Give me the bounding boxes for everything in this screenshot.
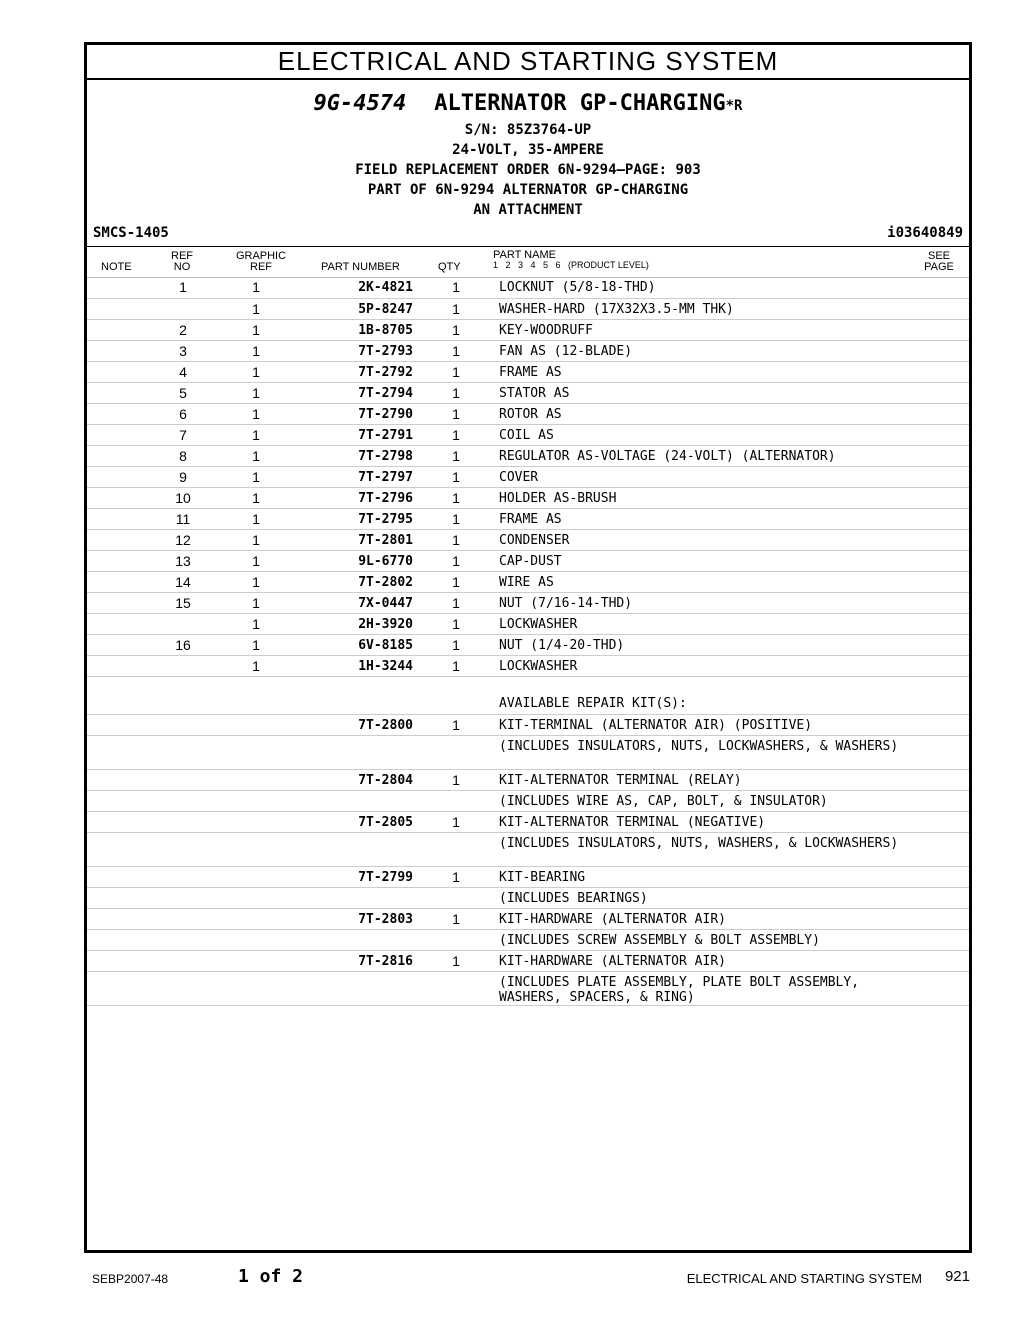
table-row xyxy=(87,445,969,466)
row-see-page xyxy=(909,445,969,466)
col-qty: QTY xyxy=(438,261,461,273)
row-ref-no: 2 xyxy=(147,319,219,340)
row-see-page xyxy=(909,714,969,735)
row-graphic-ref xyxy=(219,769,293,790)
row-note xyxy=(87,832,147,866)
row-graphic-ref: 1 xyxy=(219,508,293,529)
row-see-page xyxy=(909,769,969,790)
row-ref-no: 9 xyxy=(147,466,219,487)
footer-section: ELECTRICAL AND STARTING SYSTEM xyxy=(686,1271,922,1286)
title-suffix: *R xyxy=(725,98,743,114)
row-part-number: 7T-2795 xyxy=(293,508,413,529)
row-part-name: FAN AS (12-BLADE) xyxy=(499,340,909,361)
row-qty: 1 xyxy=(413,361,499,382)
row-part-name: NUT (1/4-20-THD) xyxy=(499,634,909,655)
row-see-page xyxy=(909,887,969,908)
row-part-number: 9L-6770 xyxy=(293,550,413,571)
row-ref-no: 4 xyxy=(147,361,219,382)
row-ref-no xyxy=(147,613,219,634)
table-row xyxy=(87,735,969,769)
row-qty: 1 xyxy=(413,529,499,550)
row-qty xyxy=(413,832,499,866)
table-row xyxy=(87,466,969,487)
col-graphic-bottom: REF xyxy=(250,261,272,273)
table-row xyxy=(87,832,969,866)
row-graphic-ref: 1 xyxy=(219,382,293,403)
table-row xyxy=(87,769,969,790)
row-note xyxy=(87,466,147,487)
table-row xyxy=(87,971,969,1005)
table-row xyxy=(87,950,969,971)
table-row xyxy=(87,676,969,714)
table-row xyxy=(87,298,969,319)
row-graphic-ref: 1 xyxy=(219,277,293,298)
row-ref-no xyxy=(147,929,219,950)
row-part-number xyxy=(293,832,413,866)
table-row xyxy=(87,529,969,550)
row-ref-no xyxy=(147,887,219,908)
row-note xyxy=(87,403,147,424)
sub-line-part-of: PART OF 6N-9294 ALTERNATOR GP-CHARGING xyxy=(367,182,689,198)
title-name: ALTERNATOR GP-CHARGING xyxy=(434,91,726,116)
row-part-number: 7X-0447 xyxy=(293,592,413,613)
row-graphic-ref: 1 xyxy=(219,466,293,487)
row-part-number: 7T-2800 xyxy=(293,714,413,735)
row-part-number: 7T-2798 xyxy=(293,445,413,466)
row-graphic-ref: 1 xyxy=(219,445,293,466)
table-row xyxy=(87,655,969,676)
row-note xyxy=(87,613,147,634)
table-row xyxy=(87,714,969,735)
row-ref-no: 13 xyxy=(147,550,219,571)
row-ref-no xyxy=(147,714,219,735)
row-note xyxy=(87,908,147,929)
col-product-levels: 1 2 3 4 5 6 (PRODUCT LEVEL) xyxy=(493,260,649,270)
row-part-number xyxy=(293,735,413,769)
table-row xyxy=(87,592,969,613)
row-qty: 1 xyxy=(413,466,499,487)
row-see-page xyxy=(909,403,969,424)
table-row xyxy=(87,571,969,592)
row-ref-no xyxy=(147,790,219,811)
row-note xyxy=(87,929,147,950)
row-part-number: 7T-2801 xyxy=(293,529,413,550)
row-part-name: LOCKWASHER xyxy=(499,613,909,634)
row-part-number xyxy=(293,971,413,1005)
table-row xyxy=(87,340,969,361)
row-qty: 1 xyxy=(413,634,499,655)
row-part-number: 7T-2816 xyxy=(293,950,413,971)
row-part-number xyxy=(293,929,413,950)
sub-line-sn: S/N: 85Z3764-UP xyxy=(464,122,592,138)
row-note xyxy=(87,790,147,811)
page-frame xyxy=(84,42,972,1253)
row-part-name: (INCLUDES INSULATORS, NUTS, WASHERS, & LOCKWASHERS) xyxy=(499,832,909,866)
row-part-name: KIT-HARDWARE (ALTERNATOR AIR) xyxy=(499,908,909,929)
row-part-name: FRAME AS xyxy=(499,361,909,382)
row-note xyxy=(87,971,147,1005)
row-part-name: HOLDER AS-BRUSH xyxy=(499,487,909,508)
row-graphic-ref xyxy=(219,790,293,811)
row-note xyxy=(87,655,147,676)
row-graphic-ref: 1 xyxy=(219,529,293,550)
row-graphic-ref xyxy=(219,971,293,1005)
row-graphic-ref xyxy=(219,714,293,735)
row-qty: 1 xyxy=(413,866,499,887)
table-row xyxy=(87,403,969,424)
row-note xyxy=(87,676,147,714)
row-qty: 1 xyxy=(413,592,499,613)
row-part-name: KIT-ALTERNATOR TERMINAL (RELAY) xyxy=(499,769,909,790)
row-ref-no: 7 xyxy=(147,424,219,445)
col-note: NOTE xyxy=(101,261,132,273)
row-qty: 1 xyxy=(413,277,499,298)
col-ref-top: REF xyxy=(171,250,193,262)
row-ref-no: 12 xyxy=(147,529,219,550)
row-graphic-ref xyxy=(219,866,293,887)
row-note xyxy=(87,811,147,832)
table-row xyxy=(87,424,969,445)
row-part-name: STATOR AS xyxy=(499,382,909,403)
row-see-page xyxy=(909,466,969,487)
row-note xyxy=(87,735,147,769)
row-graphic-ref: 1 xyxy=(219,571,293,592)
row-part-name: AVAILABLE REPAIR KIT(S): xyxy=(499,676,909,714)
row-part-name: WIRE AS xyxy=(499,571,909,592)
row-part-number xyxy=(293,676,413,714)
row-graphic-ref: 1 xyxy=(219,319,293,340)
row-see-page xyxy=(909,832,969,866)
table-row xyxy=(87,634,969,655)
row-part-name: NUT (7/16-14-THD) xyxy=(499,592,909,613)
col-see-top: SEE xyxy=(927,250,950,262)
row-qty: 1 xyxy=(413,550,499,571)
row-note xyxy=(87,445,147,466)
row-graphic-ref: 1 xyxy=(219,550,293,571)
row-part-number: 7T-2805 xyxy=(293,811,413,832)
table-row xyxy=(87,319,969,340)
row-qty xyxy=(413,735,499,769)
table-row xyxy=(87,866,969,887)
row-note xyxy=(87,487,147,508)
row-see-page xyxy=(909,811,969,832)
row-note xyxy=(87,508,147,529)
row-graphic-ref: 1 xyxy=(219,424,293,445)
row-part-number: 6V-8185 xyxy=(293,634,413,655)
row-qty: 1 xyxy=(413,655,499,676)
row-graphic-ref: 1 xyxy=(219,655,293,676)
row-part-number: 1B-8705 xyxy=(293,319,413,340)
row-see-page xyxy=(909,655,969,676)
sub-line-rating: 24-VOLT, 35-AMPERE xyxy=(452,142,604,158)
col-ref-bottom: NO xyxy=(173,261,191,273)
row-note xyxy=(87,319,147,340)
row-part-name: ROTOR AS xyxy=(499,403,909,424)
table-row xyxy=(87,790,969,811)
row-part-name: KIT-ALTERNATOR TERMINAL (NEGATIVE) xyxy=(499,811,909,832)
row-part-number: 7T-2803 xyxy=(293,908,413,929)
row-qty: 1 xyxy=(413,950,499,971)
row-qty: 1 xyxy=(413,298,499,319)
row-part-number: 7T-2797 xyxy=(293,466,413,487)
row-part-number: 7T-2799 xyxy=(293,866,413,887)
row-ref-no xyxy=(147,811,219,832)
row-ref-no: 16 xyxy=(147,634,219,655)
row-see-page xyxy=(909,529,969,550)
row-note xyxy=(87,529,147,550)
row-graphic-ref xyxy=(219,676,293,714)
row-note xyxy=(87,550,147,571)
row-note xyxy=(87,298,147,319)
row-note xyxy=(87,950,147,971)
row-ref-no xyxy=(147,832,219,866)
row-see-page xyxy=(909,319,969,340)
parts-table xyxy=(87,277,969,1006)
main-title xyxy=(87,90,969,120)
row-see-page xyxy=(909,971,969,1005)
col-part-number: PART NUMBER xyxy=(321,261,400,273)
row-ref-no: 8 xyxy=(147,445,219,466)
row-qty: 1 xyxy=(413,340,499,361)
table-row xyxy=(87,382,969,403)
row-ref-no: 10 xyxy=(147,487,219,508)
col-graphic-top: GRAPHIC xyxy=(235,250,287,262)
row-ref-no xyxy=(147,769,219,790)
row-part-name: REGULATOR AS-VOLTAGE (24-VOLT) (ALTERNATOR) xyxy=(499,445,909,466)
row-see-page xyxy=(909,866,969,887)
footer-page-of: 1 of 2 xyxy=(238,1266,304,1287)
row-ref-no xyxy=(147,950,219,971)
row-part-name: LOCKWASHER xyxy=(499,655,909,676)
row-ref-no: 6 xyxy=(147,403,219,424)
doc-id: i03640849 xyxy=(887,225,963,241)
meta-row xyxy=(93,225,963,245)
row-graphic-ref: 1 xyxy=(219,403,293,424)
row-qty xyxy=(413,676,499,714)
row-note xyxy=(87,592,147,613)
table-row xyxy=(87,929,969,950)
table-row xyxy=(87,508,969,529)
row-see-page xyxy=(909,735,969,769)
row-part-name: CONDENSER xyxy=(499,529,909,550)
row-part-number: 7T-2796 xyxy=(293,487,413,508)
row-note xyxy=(87,277,147,298)
row-note xyxy=(87,424,147,445)
row-see-page xyxy=(909,550,969,571)
column-headers xyxy=(87,246,969,278)
row-qty: 1 xyxy=(413,571,499,592)
row-graphic-ref: 1 xyxy=(219,613,293,634)
row-ref-no: 5 xyxy=(147,382,219,403)
row-graphic-ref: 1 xyxy=(219,634,293,655)
row-graphic-ref xyxy=(219,832,293,866)
row-part-name: COVER xyxy=(499,466,909,487)
row-part-number: 7T-2804 xyxy=(293,769,413,790)
row-note xyxy=(87,769,147,790)
row-qty: 1 xyxy=(413,445,499,466)
row-graphic-ref xyxy=(219,887,293,908)
row-part-name: KEY-WOODRUFF xyxy=(499,319,909,340)
row-part-name: WASHER-HARD (17X32X3.5-MM THK) xyxy=(499,298,909,319)
sub-line-field-order: FIELD REPLACEMENT ORDER 6N-9294—PAGE: 903 xyxy=(355,162,701,178)
title-part-number: 9G-4574 xyxy=(313,91,407,116)
row-graphic-ref xyxy=(219,735,293,769)
row-part-name: CAP-DUST xyxy=(499,550,909,571)
row-part-name: FRAME AS xyxy=(499,508,909,529)
smcs-code: SMCS-1405 xyxy=(93,225,169,241)
row-graphic-ref: 1 xyxy=(219,592,293,613)
row-qty xyxy=(413,887,499,908)
row-part-number: 2H-3920 xyxy=(293,613,413,634)
row-part-name: (INCLUDES INSULATORS, NUTS, LOCKWASHERS, & WASHERS) xyxy=(499,735,909,769)
table-row xyxy=(87,887,969,908)
row-part-name: COIL AS xyxy=(499,424,909,445)
row-part-name: (INCLUDES WIRE AS, CAP, BOLT, & INSULATOR) xyxy=(499,790,909,811)
row-ref-no: 1 xyxy=(147,277,219,298)
row-see-page xyxy=(909,361,969,382)
row-qty: 1 xyxy=(413,382,499,403)
row-ref-no xyxy=(147,676,219,714)
row-see-page xyxy=(909,298,969,319)
row-ref-no: 3 xyxy=(147,340,219,361)
row-see-page xyxy=(909,571,969,592)
row-see-page xyxy=(909,487,969,508)
row-part-number: 7T-2791 xyxy=(293,424,413,445)
row-ref-no xyxy=(147,735,219,769)
row-see-page xyxy=(909,950,969,971)
row-part-number xyxy=(293,790,413,811)
row-ref-no xyxy=(147,298,219,319)
row-part-name: LOCKNUT (5/8-18-THD) xyxy=(499,277,909,298)
row-part-name: (INCLUDES BEARINGS) xyxy=(499,887,909,908)
row-part-number: 7T-2794 xyxy=(293,382,413,403)
row-see-page xyxy=(909,424,969,445)
row-graphic-ref xyxy=(219,811,293,832)
row-graphic-ref: 1 xyxy=(219,340,293,361)
row-qty: 1 xyxy=(413,424,499,445)
row-ref-no xyxy=(147,866,219,887)
row-part-name: KIT-TERMINAL (ALTERNATOR AIR) (POSITIVE) xyxy=(499,714,909,735)
row-qty: 1 xyxy=(413,508,499,529)
row-graphic-ref: 1 xyxy=(219,361,293,382)
row-graphic-ref: 1 xyxy=(219,487,293,508)
section-title: ELECTRICAL AND STARTING SYSTEM xyxy=(87,45,969,80)
col-part-name: PART NAME xyxy=(493,249,556,261)
row-see-page xyxy=(909,382,969,403)
row-part-number: 7T-2793 xyxy=(293,340,413,361)
row-part-name: (INCLUDES PLATE ASSEMBLY, PLATE BOLT ASSEMBLY, WASHERS, SPACERS, & RING) xyxy=(499,971,909,1005)
row-part-number: 2K-4821 xyxy=(293,277,413,298)
footer-doc-number: SEBP2007-48 xyxy=(92,1272,169,1286)
row-see-page xyxy=(909,592,969,613)
row-note xyxy=(87,382,147,403)
row-ref-no: 11 xyxy=(147,508,219,529)
row-qty: 1 xyxy=(413,811,499,832)
row-see-page xyxy=(909,634,969,655)
row-note xyxy=(87,866,147,887)
sub-line-attachment: AN ATTACHMENT xyxy=(473,202,583,218)
row-part-number: 7T-2802 xyxy=(293,571,413,592)
row-qty: 1 xyxy=(413,487,499,508)
row-ref-no xyxy=(147,908,219,929)
row-part-number: 7T-2790 xyxy=(293,403,413,424)
row-qty: 1 xyxy=(413,714,499,735)
row-graphic-ref xyxy=(219,929,293,950)
table-row xyxy=(87,361,969,382)
row-note xyxy=(87,361,147,382)
row-part-name: (INCLUDES SCREW ASSEMBLY & BOLT ASSEMBLY) xyxy=(499,929,909,950)
table-row xyxy=(87,277,969,298)
row-see-page xyxy=(909,340,969,361)
row-see-page xyxy=(909,613,969,634)
row-qty xyxy=(413,790,499,811)
row-part-number: 5P-8247 xyxy=(293,298,413,319)
table-row xyxy=(87,811,969,832)
row-qty: 1 xyxy=(413,908,499,929)
row-note xyxy=(87,634,147,655)
row-see-page xyxy=(909,929,969,950)
row-see-page xyxy=(909,277,969,298)
page-footer xyxy=(92,1266,970,1290)
row-qty xyxy=(413,971,499,1005)
row-note xyxy=(87,887,147,908)
row-ref-no xyxy=(147,971,219,1005)
row-see-page xyxy=(909,790,969,811)
row-note xyxy=(87,571,147,592)
header-block xyxy=(87,90,969,220)
row-see-page xyxy=(909,508,969,529)
table-row xyxy=(87,613,969,634)
table-row xyxy=(87,908,969,929)
row-graphic-ref xyxy=(219,950,293,971)
table-row xyxy=(87,487,969,508)
row-see-page xyxy=(909,676,969,714)
row-note xyxy=(87,340,147,361)
row-graphic-ref: 1 xyxy=(219,298,293,319)
row-part-name: KIT-HARDWARE (ALTERNATOR AIR) xyxy=(499,950,909,971)
row-part-name: KIT-BEARING xyxy=(499,866,909,887)
row-see-page xyxy=(909,908,969,929)
row-qty: 1 xyxy=(413,613,499,634)
row-qty: 1 xyxy=(413,319,499,340)
row-note xyxy=(87,714,147,735)
row-part-number xyxy=(293,887,413,908)
row-ref-no: 15 xyxy=(147,592,219,613)
row-graphic-ref xyxy=(219,908,293,929)
row-part-number: 7T-2792 xyxy=(293,361,413,382)
row-ref-no xyxy=(147,655,219,676)
row-part-number: 1H-3244 xyxy=(293,655,413,676)
row-qty: 1 xyxy=(413,403,499,424)
footer-page-number: 921 xyxy=(944,1268,970,1285)
table-row xyxy=(87,550,969,571)
row-ref-no: 14 xyxy=(147,571,219,592)
row-qty xyxy=(413,929,499,950)
row-qty: 1 xyxy=(413,769,499,790)
col-see-bottom: PAGE xyxy=(924,261,954,273)
